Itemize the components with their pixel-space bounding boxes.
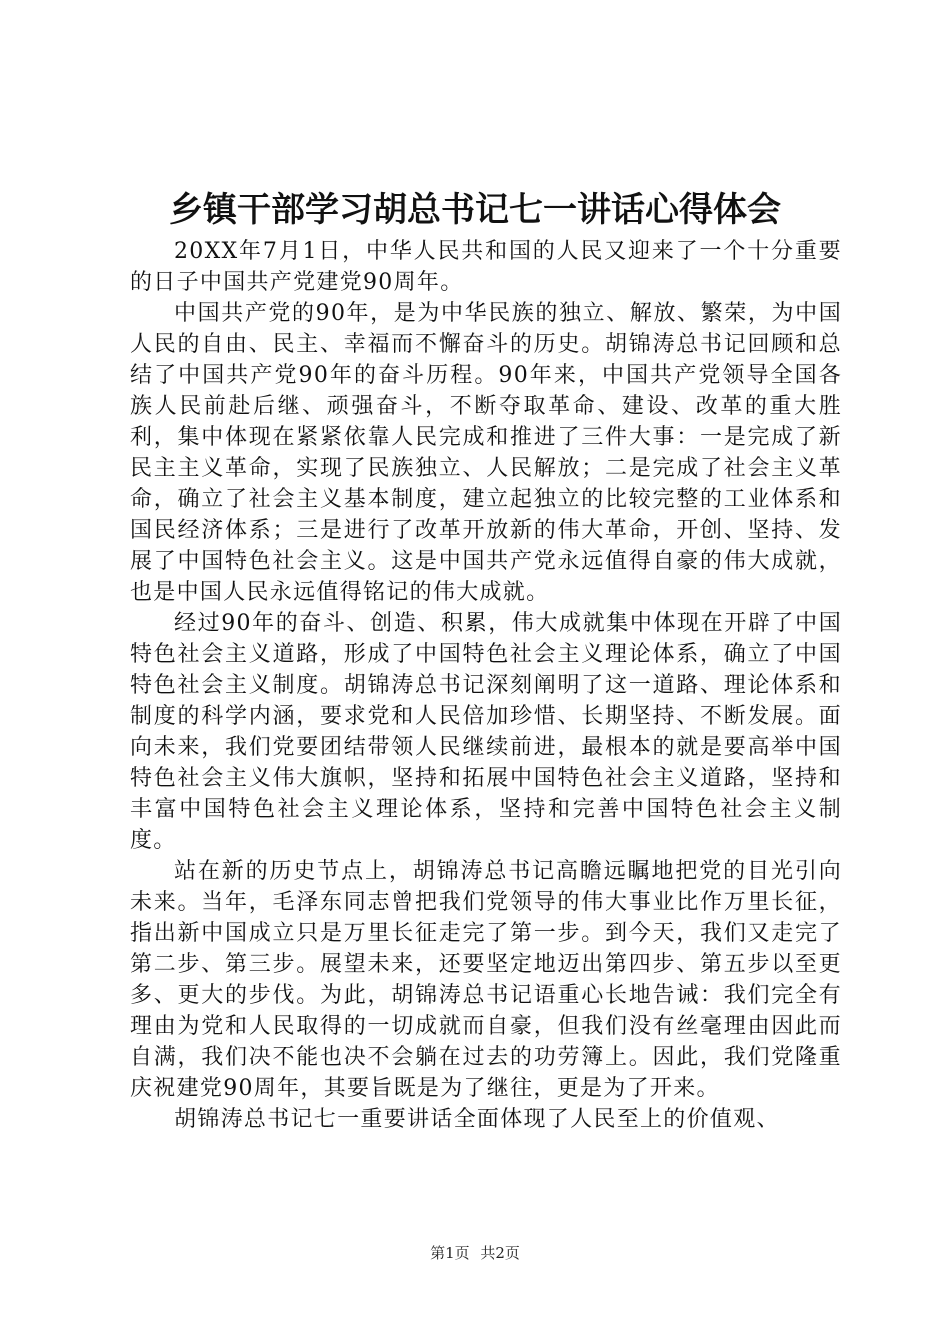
paragraph: 20XX年7月1日，中华人民共和国的人民又迎来了一个十分重要的日子中国共产党建党90周年。 xyxy=(130,239,842,295)
page-footer xyxy=(0,1242,950,1264)
paragraph: 中国共产党的90年，是为中华民族的独立、解放、繁荣，为中国人民的自由、民主、幸福而不懈奋斗的历史。胡锦涛总书记回顾和总结了中国共产党90年的奋斗历程。90年来，中国共产党领导全国各族人民前赴后继、顽强奋斗，不断夺取革命、建设、改革的重大胜利，集中体现在紧紧依靠人民完成和推进了三件大事：一是完成了新民主主义革命，实现了民族独立、人民解放；二是完成了社会主义革命，确立了社会主义基本制度，建立起独立的比较完整的工业体系和国民经济体系；三是进行了改革开放新的伟大革命，开创、坚持、发展了中国特色社会主义。这是中国共产党永远值得自豪的伟大成就，也是中国人民永远值得铭记的伟大成就。 xyxy=(130,301,842,605)
document-title: 乡镇干部学习胡总书记七一讲话心得体会 xyxy=(169,190,781,230)
document-body xyxy=(130,236,842,1135)
paragraph: 胡锦涛总书记七一重要讲话全面体现了人民至上的价值观、 xyxy=(174,1107,780,1132)
page-total: 共2页 xyxy=(480,1244,520,1262)
paragraph: 站在新的历史节点上，胡锦涛总书记高瞻远瞩地把党的目光引向未来。当年，毛泽东同志曾把我们党领导的伟大事业比作万里长征，指出新中国成立只是万里长征走完了第一步。到今天，我们又走完了第二步、第三步。展望未来，还要坚定地迈出第四步、第五步以至更多、更大的步伐。为此，胡锦涛总书记语重心长地告诫：我们完全有理由为党和人民取得的一切成就而自豪，但我们没有丝毫理由因此而自满，我们决不能也决不会躺在过去的功劳簿上。因此，我们党隆重庆祝建党90周年，其要旨既是为了继往，更是为了开来。 xyxy=(130,859,842,1101)
page-number: 第1页 xyxy=(430,1244,470,1262)
paragraph: 经过90年的奋斗、创造、积累，伟大成就集中体现在开辟了中国特色社会主义道路，形成了中国特色社会主义理论体系，确立了中国特色社会主义制度。胡锦涛总书记深刻阐明了这一道路、理论体系和制度的科学内涵，要求党和人民倍加珍惜、长期坚持、不断发展。面向未来，我们党要团结带领人民继续前进，最根本的就是要高举中国特色社会主义伟大旗帜，坚持和拓展中国特色社会主义道路，坚持和丰富中国特色社会主义理论体系，坚持和完善中国特色社会主义制度。 xyxy=(130,611,842,853)
